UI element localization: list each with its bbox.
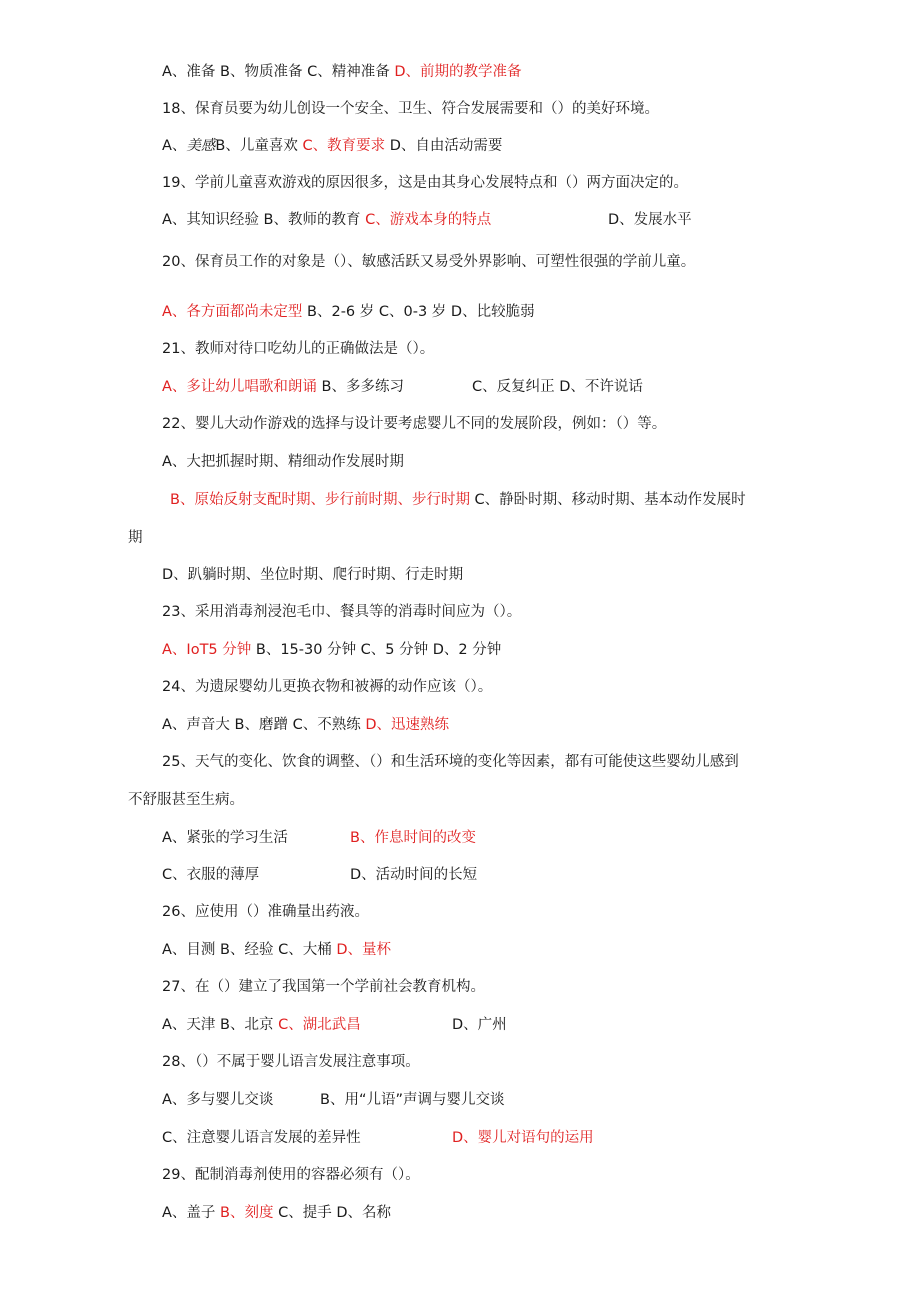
q25-question-wrap: 不舒服甚至生病。: [128, 792, 244, 808]
q24-answer: D、迅速熟练: [365, 717, 449, 733]
q28-option-b: B、用“儿语”声调与婴儿交谈: [320, 1092, 505, 1108]
q20-question: 20、保育员工作的对象是（）、敏感活跃又易受外界影响、可塑性很强的学前儿童。: [162, 254, 696, 270]
q23-options: A、IoT5 分钟 B、15-30 分钟 C、5 分钟 D、2 分钟: [162, 642, 502, 658]
q22-question: 22、婴儿大动作游戏的选择与设计要考虑婴儿不同的发展阶段，例如：（）等。: [162, 416, 667, 432]
q23-answer: A、IoT5 分钟: [162, 642, 252, 658]
q18-options: A、美感B、儿童喜欢 C、教育要求 D、自由活动需要: [162, 138, 503, 154]
q19-options: A、其知识经验 B、教师的教育 C、游戏本身的特点: [162, 212, 492, 228]
q25-option-a: A、紧张的学习生活: [162, 830, 288, 846]
q19-answer: C、游戏本身的特点: [365, 212, 492, 228]
q24-options: A、声音大 B、磨蹭 C、不熟练 D、迅速熟练: [162, 717, 449, 733]
q19-option-d: D、发展水平: [608, 212, 692, 228]
q22-option-d: D、趴躺时期、坐位时期、爬行时期、行走时期: [162, 567, 464, 583]
q17-answer: D、前期的教学准备: [394, 64, 522, 80]
q20-answer: A、各方面都尚未定型: [162, 304, 303, 320]
q18-answer: C、教育要求: [302, 138, 386, 154]
q27-option-d: D、广州: [452, 1017, 507, 1033]
q27-options: A、天津 B、北京 C、湖北武昌: [162, 1017, 361, 1033]
q21-answer: A、多让幼儿唱歌和朗诵: [162, 379, 317, 395]
q25-option-d: D、活动时间的长短: [350, 867, 478, 883]
q23-question: 23、采用消毒剂浸泡毛巾、餐具等的消毒时间应为（）。: [162, 604, 522, 620]
q21-options: A、多让幼儿唱歌和朗诵 B、多多练习: [162, 379, 404, 395]
q26-question: 26、应使用（）准确量出药液。: [162, 904, 369, 920]
q24-question: 24、为遗尿婴幼儿更换衣物和被褥的动作应该（）。: [162, 679, 493, 695]
q28-option-c: C、注意婴儿语言发展的差异性: [162, 1130, 361, 1146]
q26-answer: D、量杯: [336, 942, 391, 958]
q22-options-bc: B、原始反射支配时期、步行前时期、步行时期 C、静卧时期、移动时期、基本动作发展时: [170, 492, 746, 508]
q29-question: 29、配制消毒剂使用的容器必须有（）。: [162, 1167, 420, 1183]
q17-options: A、准备 B、物质准备 C、精神准备 D、前期的教学准备: [162, 64, 522, 80]
q22-option-a: A、大把抓握时期、精细动作发展时期: [162, 454, 404, 470]
q18-question: 18、保育员要为幼儿创设一个安全、卫生、符合发展需要和（）的美好环境。: [162, 101, 659, 117]
q29-answer: B、刻度: [220, 1205, 274, 1221]
q28-question: 28、（）不属于婴儿语言发展注意事项。: [162, 1054, 420, 1070]
q25-answer: B、作息时间的改变: [350, 830, 476, 846]
q22-answer: B、原始反射支配时期、步行前时期、步行时期: [170, 492, 470, 508]
q25-question: 25、天气的变化、饮食的调整、（）和生活环境的变化等因素，都有可能使这些婴幼儿感到: [162, 754, 739, 770]
q19-question: 19、学前儿童喜欢游戏的原因很多，这是由其身心发展特点和（）两方面决定的。: [162, 175, 688, 191]
q28-answer: D、婴儿对语句的运用: [452, 1130, 594, 1146]
q21-question: 21、教师对待口吃幼儿的正确做法是（）。: [162, 341, 435, 357]
q27-answer: C、湖北武昌: [278, 1017, 361, 1033]
q22-option-c-wrap: 期: [128, 530, 143, 546]
q29-options: A、盖子 B、刻度 C、提手 D、名称: [162, 1205, 391, 1221]
q21-options-cd: C、反复纠正 D、不许说话: [472, 379, 643, 395]
q20-options: A、各方面都尚未定型 B、2-6 岁 C、0-3 岁 D、比较脆弱: [162, 304, 535, 320]
q25-option-c: C、衣服的薄厚: [162, 867, 260, 883]
q28-option-a: A、多与婴儿交谈: [162, 1092, 274, 1108]
q26-options: A、目测 B、经验 C、大桶 D、量杯: [162, 942, 391, 958]
q27-question: 27、在（）建立了我国第一个学前社会教育机构。: [162, 979, 485, 995]
